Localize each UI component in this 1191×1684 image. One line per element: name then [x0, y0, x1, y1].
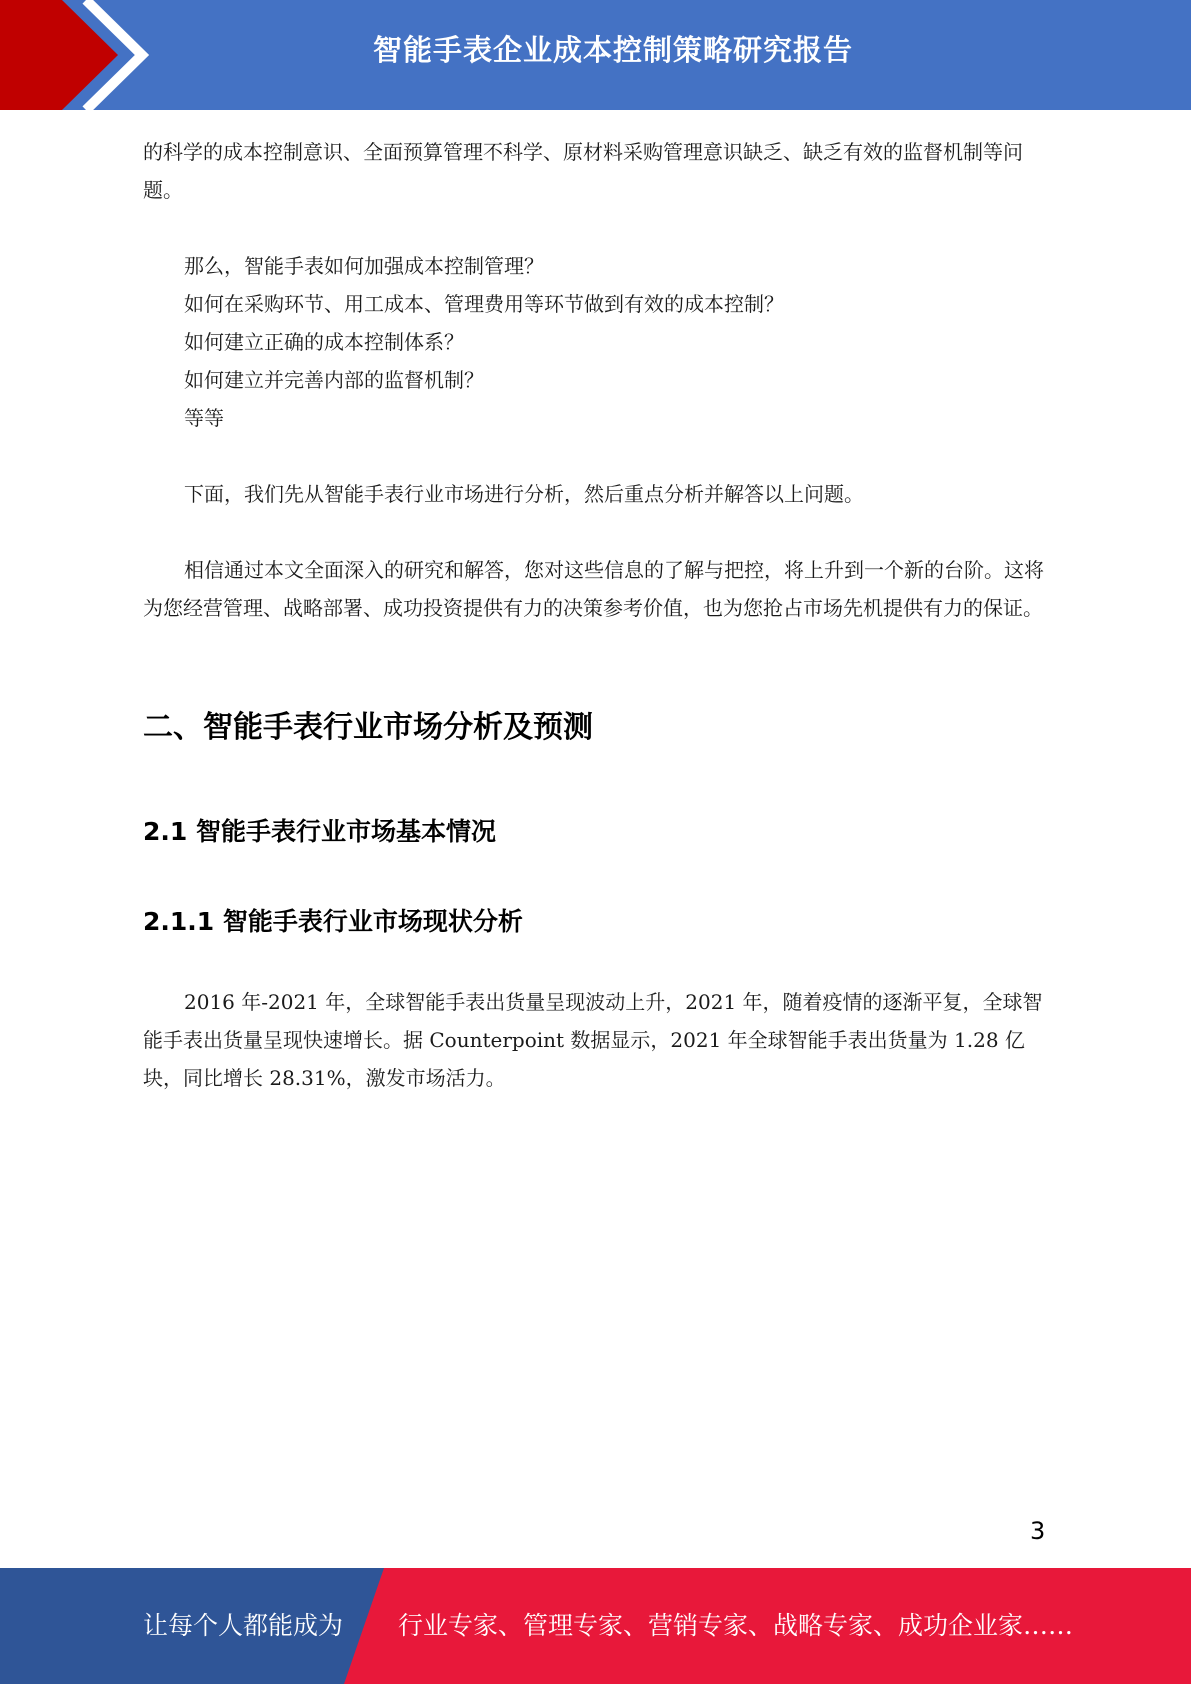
- section-2-1-heading: 2.1 智能手表行业市场基本情况: [143, 817, 496, 846]
- footer-slogan-right: 行业专家、管理专家、营销专家、战略专家、成功企业家……: [398, 1611, 1074, 1640]
- question-4: 如何建立并完善内部的监督机制？: [184, 368, 484, 392]
- market-status-paragraph: 2016 年-2021 年，全球智能手表出货量呈现波动上升，2021 年，随着疫情的逐渐平复，全球智能手表出货量呈现快速增长。据 Counterpoint 数据显示，2021 年全球智能手表出货量为 1.28 亿块，同比增长 28.31%，激发市场活力。: [143, 990, 1043, 1090]
- question-etc: 等等: [184, 406, 224, 430]
- report-title: 智能手表企业成本控制策略研究报告: [372, 33, 853, 67]
- intro-paragraph-2: 下面，我们先从智能手表行业市场进行分析，然后重点分析并解答以上问题。: [184, 482, 864, 506]
- page-number: 3: [1030, 1517, 1046, 1545]
- intro-paragraph-3: 相信通过本文全面深入的研究和解答，您对这些信息的了解与把控，将上升到一个新的台阶。这将为您经营管理、战略部署、成功投资提供有力的决策参考价值，也为您抢占市场先机提供有力的保证。: [143, 558, 1044, 620]
- intro-paragraph-continued: 的科学的成本控制意识、全面预算管理不科学、原材料采购管理意识缺乏、缺乏有效的监督机制等问题。: [143, 140, 1023, 202]
- question-2: 如何在采购环节、用工成本、管理费用等环节做到有效的成本控制？: [184, 292, 784, 316]
- question-1: 那么，智能手表如何加强成本控制管理？: [184, 254, 544, 278]
- section-2-1-1-content: [143, 983, 1048, 1097]
- question-3: 如何建立正确的成本控制体系？: [184, 330, 464, 354]
- page-footer: [0, 1568, 1191, 1684]
- page-header: [0, 0, 1191, 110]
- footer-slogan-left: 让每个人都能成为: [143, 1611, 344, 1640]
- section-2-heading: 二、智能手表行业市场分析及预测: [143, 710, 593, 745]
- section-2-1-1-heading: 2.1.1 智能手表行业市场现状分析: [143, 907, 523, 936]
- intro-content: [143, 133, 1048, 627]
